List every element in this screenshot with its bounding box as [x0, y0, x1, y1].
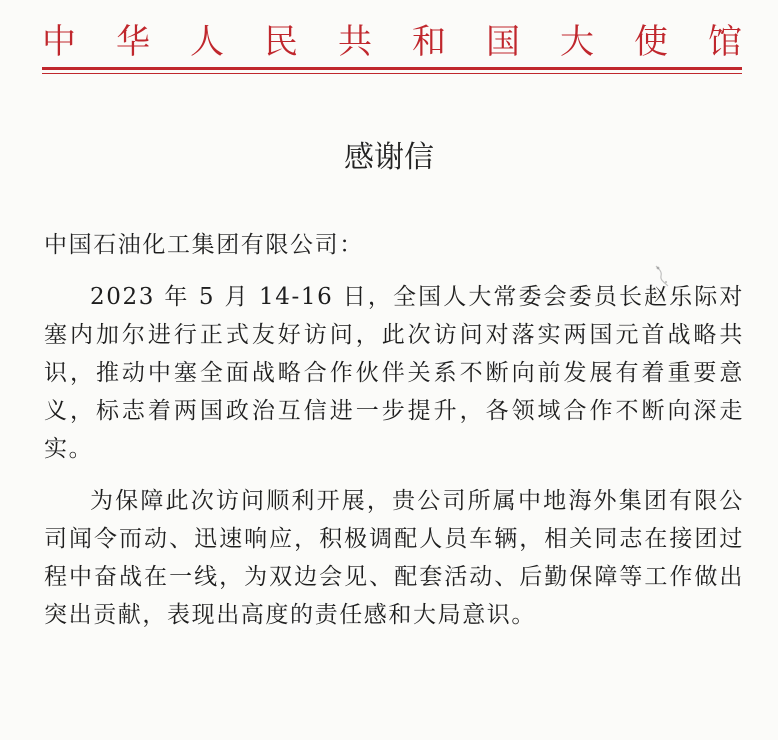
letterhead-char: 人	[190, 22, 224, 62]
letterhead-title	[42, 22, 742, 62]
letter-body	[44, 226, 744, 648]
letterhead-char: 和	[412, 22, 446, 62]
embassy-letterhead	[42, 22, 742, 70]
letterhead-char: 大	[560, 22, 594, 62]
letterhead-char: 民	[264, 22, 298, 62]
salutation: 中国石油化工集团有限公司：	[44, 232, 364, 258]
paragraph: 为保障此次访问顺利开展，贵公司所属中地海外集团有限公司闻令而动、迅速响应，积极调配人员车辆，相关同志在接团过程中奋战在一线，为双边会见、配套活动、后勤保障等工作做出突出贡献，表现出高度的责任感和大局意识。	[44, 488, 744, 628]
letterhead-char: 中	[42, 22, 76, 62]
letterhead-rule-thin	[42, 73, 742, 74]
letterhead-char: 华	[116, 22, 150, 62]
document-title: 感谢信	[344, 140, 434, 175]
letterhead-char: 国	[486, 22, 520, 62]
letterhead-char: 共	[338, 22, 372, 62]
letterhead-rule-thick	[42, 67, 742, 70]
letterhead-char: 馆	[708, 22, 742, 62]
letterhead-char: 使	[634, 22, 668, 62]
paragraph: 2023 年 5 月 14-16 日，全国人大常委会委员长赵乐际对塞内加尔进行正式友好访问，此次访问对落实两国元首战略共识，推动中塞全面战略合作伙伴关系不断向前发展有着重要意义，标志着两国政治互信进一步提升，各领域合作不断向深走实。	[44, 284, 744, 462]
